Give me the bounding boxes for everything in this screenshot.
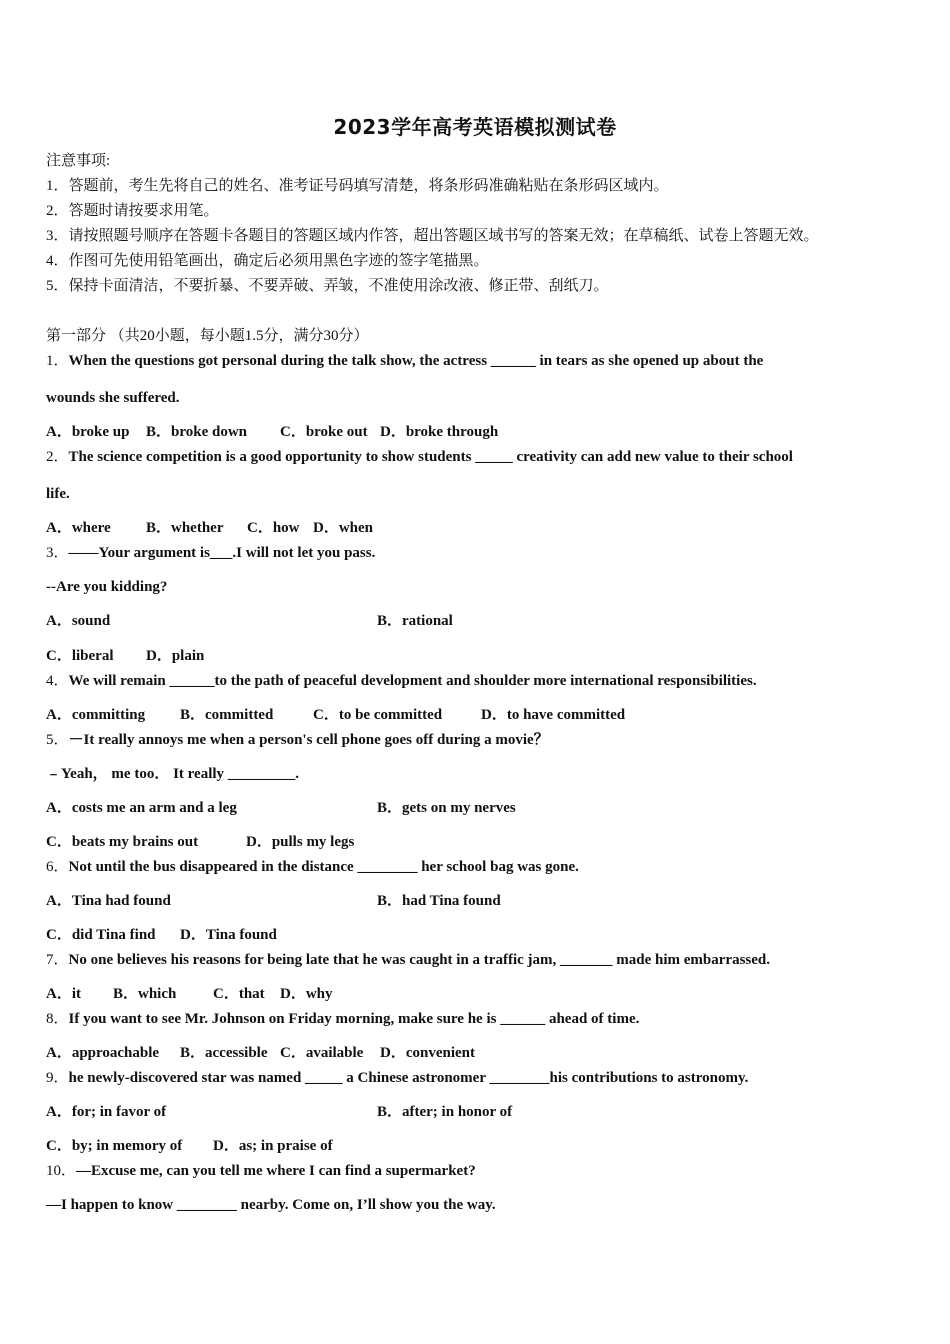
option-c[interactable]: C．beats my brains out [46,834,199,850]
note-item: 3．请按照题号顺序在答题卡各题目的答题区域内作答，超出答题区域书写的答案无效；在草稿纸、试卷上答题无效。 [46,228,819,244]
question-stem-cont: ﹣Yeah， me too． It really _________. [46,766,300,782]
question-number: 6． [46,859,69,875]
question-stem: ——Your argument is___.I will not let you pass. [68,545,376,561]
option-a[interactable]: A．it [46,986,81,1002]
option-d[interactable]: D．to have committed [481,707,626,723]
option-d[interactable]: D．pulls my legs [246,834,355,850]
note-item: 5．保持卡面清洁，不要折暴、不要弄破、弄皱，不准使用涂改液、修正带、刮纸刀。 [46,278,609,294]
option-b[interactable]: B．rational [377,613,453,629]
question-10 [46,1161,476,1181]
option-a[interactable]: A．Tina had found [46,893,171,909]
option-d[interactable]: D．Tina found [180,927,277,943]
question-6 [46,857,579,877]
question-number: 1． [46,353,69,369]
option-a[interactable]: A．for; in favor of [46,1104,167,1120]
question-stem: The science competition is a good opportunity to show students _____ creativity can add new value to their school [68,449,793,465]
option-c[interactable]: C．by; in memory of [46,1138,183,1154]
note-item: 2．答题时请按要求用笔。 [46,203,219,219]
option-d[interactable]: D．broke through [380,424,499,440]
question-stem: －It really annoys me when a person's cell phone goes off during a movie？ [68,732,549,748]
option-a[interactable]: A．where [46,520,111,536]
question-stem: Not until the bus disappeared in the distance ________ her school bag was gone. [68,859,579,875]
option-d[interactable]: D．when [313,520,374,536]
question-number: 4． [46,673,69,689]
option-d[interactable]: D．plain [146,648,205,664]
option-a[interactable]: A．approachable [46,1045,160,1061]
option-b[interactable]: B．broke down [146,424,248,440]
question-number: 10． [46,1163,77,1179]
question-5 [46,730,549,750]
question-4 [46,671,757,691]
option-c[interactable]: C．that [213,986,265,1002]
question-stem: he newly-discovered star was named _____ a Chinese astronomer ________his contributions to astronomy. [68,1070,749,1086]
question-number: 3． [46,545,69,561]
question-stem: —Excuse me, can you tell me where I can find a supermarket? [76,1163,476,1179]
option-b[interactable]: B．accessible [180,1045,268,1061]
notes-heading: 注意事项: [46,153,111,169]
option-b[interactable]: B．which [113,986,177,1002]
question-stem-cont: —I happen to know ________ nearby. Come on, I’ll show you the way. [46,1197,496,1213]
question-9 [46,1068,748,1088]
question-number: 9． [46,1070,69,1086]
option-d[interactable]: D．as; in praise of [213,1138,333,1154]
option-b[interactable]: B．gets on my nerves [377,800,516,816]
option-d[interactable]: D．why [280,986,333,1002]
question-number: 2． [46,449,69,465]
option-c[interactable]: C．to be committed [313,707,443,723]
question-stem: If you want to see Mr. Johnson on Friday morning, make sure he is ______ ahead of time. [68,1011,640,1027]
option-b[interactable]: B．committed [180,707,274,723]
section-heading: 第一部分 （共20小题，每小题1.5分，满分30分） [46,328,369,344]
option-d[interactable]: D．convenient [380,1045,475,1061]
question-3 [46,543,375,563]
option-b[interactable]: B．whether [146,520,224,536]
option-a[interactable]: A．sound [46,613,111,629]
option-b[interactable]: B．after; in honor of [377,1104,513,1120]
question-8 [46,1009,639,1029]
question-stem-cont: --Are you kidding? [46,579,168,595]
question-stem: We will remain ______to the path of peaceful development and shoulder more international responsibilities. [68,673,757,689]
option-a[interactable]: A．costs me an arm and a leg [46,800,237,816]
question-2 [46,447,793,467]
question-number: 5． [46,732,69,748]
option-c[interactable]: C．broke out [280,424,368,440]
note-item: 1．答题前，考生先将自己的姓名、准考证号码填写清楚，将条形码准确粘贴在条形码区域内。 [46,178,669,194]
page-title: 2023学年高考英语模拟测试卷 [333,115,617,139]
option-c[interactable]: C．available [280,1045,364,1061]
option-a[interactable]: A．broke up [46,424,130,440]
option-b[interactable]: B．had Tina found [377,893,501,909]
question-stem: When the questions got personal during the talk show, the actress ______ in tears as she opened up about the [68,353,764,369]
question-stem-cont: life. [46,486,70,502]
question-7 [46,950,770,970]
option-c[interactable]: C．how [247,520,300,536]
option-c[interactable]: C．did Tina find [46,927,156,943]
question-stem: No one believes his reasons for being late that he was caught in a traffic jam, _______ made him embarrassed. [68,952,770,968]
option-c[interactable]: C．liberal [46,648,114,664]
option-a[interactable]: A．committing [46,707,146,723]
question-stem-cont: wounds she suffered. [46,390,180,406]
question-number: 8． [46,1011,69,1027]
question-1 [46,351,763,371]
note-item: 4．作图可先使用铅笔画出，确定后必须用黑色字迹的签字笔描黑。 [46,253,489,269]
question-number: 7． [46,952,69,968]
